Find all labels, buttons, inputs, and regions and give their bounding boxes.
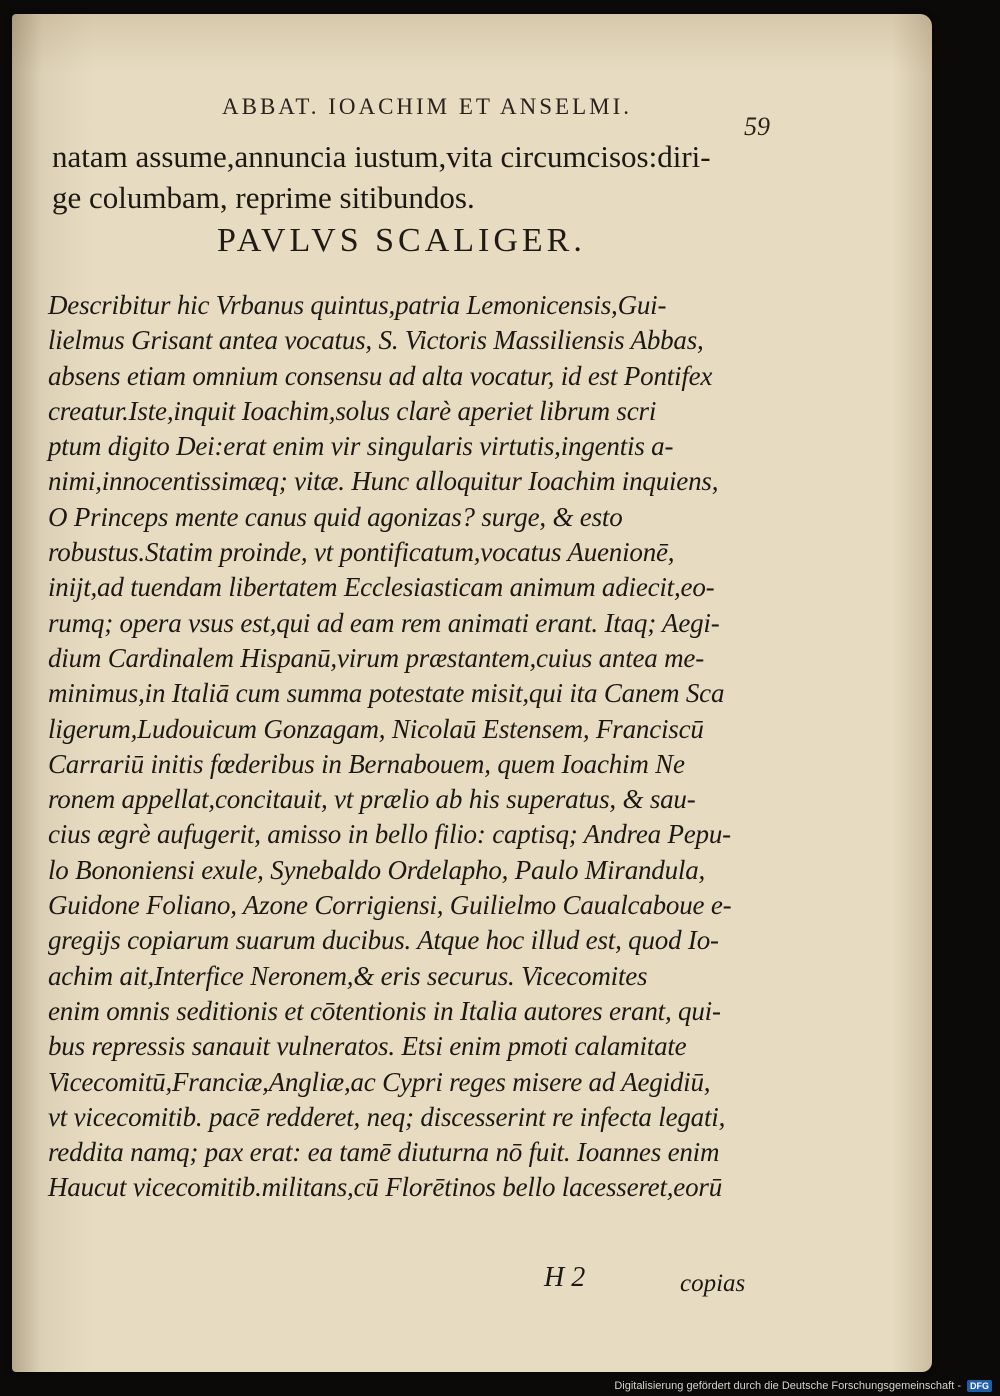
text-line: robustus.Statim proinde, vt pontificatum,vocatus Auenionē, <box>48 537 675 568</box>
text-line: rumq; opera vsus est,qui ad eam rem animati erant. Itaq; Aegi- <box>48 607 720 638</box>
text-line: O Princeps mente canus quid agonizas? surge, & esto <box>48 501 623 532</box>
body-paragraph <box>48 288 798 1206</box>
text-line: ge columbam, reprime sitibundos. <box>52 180 475 215</box>
folio-number: 59 <box>744 112 770 141</box>
dfg-logo: DFG <box>967 1380 992 1392</box>
text-line: achim ait,Interfice Neronem,& eris securus. Vicecomites <box>48 960 648 991</box>
text-line: enim omnis seditionis et cōtentionis in Italia autores erant, qui- <box>48 995 721 1026</box>
text-line: dium Cardinalem Hispanū,virum præstantem,cuius antea me- <box>48 642 705 673</box>
text-line: Describitur hic Vrbanus quintus,patria Lemonicensis,Gui- <box>48 290 667 320</box>
text-line: minimus,in Italiā cum summa potestate misit,qui ita Canem Sca <box>48 678 725 709</box>
text-line: lielmus Grisant antea vocatus, S. Victoris Massiliensis Abbas, <box>48 325 704 356</box>
text-line: ronem appellat,concitauit, vt prælio ab his superatus, & sau- <box>48 784 696 815</box>
text-line: vt vicecomitib. pacē redderet, neq; discesserint re infecta legati, <box>48 1101 726 1132</box>
text-line: lo Bononiensi exule, Synebaldo Ordelapho, Paulo Mirandula, <box>48 854 706 885</box>
running-head: ABBAT. IOACHIM ET ANSELMI. <box>222 94 633 119</box>
credit-text: Digitalisierung gefördert durch die Deutsche Forschungsgemeinschaft - <box>614 1380 961 1392</box>
text-line: Guidone Foliano, Azone Corrigiensi, Guilielmo Caualcaboue e- <box>48 890 732 921</box>
text-line: Haucut vicecomitib.militans,cū Florētinos bello lacesseret,eorū <box>48 1172 723 1203</box>
text-line: cius ægrè aufugerit, amisso in bello filio: captisq; Andrea Pepu- <box>48 819 731 850</box>
text-line: gregijs copiarum suarum ducibus. Atque hoc illud est, quod Io- <box>48 925 719 956</box>
text-line: Carrariū initis fœderibus in Bernabouem, quem Ioachim Ne <box>48 748 685 779</box>
text-line: nimi,innocentissimæq; vitæ. Hunc alloquitur Ioachim inquiens, <box>48 466 719 497</box>
text-line: ligerum,Ludouicum Gonzagam, Nicolaū Estensem, Franciscū <box>48 713 704 744</box>
digitization-credit <box>614 1380 992 1392</box>
book-page <box>12 14 932 1372</box>
text-line: reddita namq; pax erat: ea tamē diuturna nō fuit. Ioannes enim <box>48 1137 720 1168</box>
text-line: creatur.Iste,inquit Ioachim,solus clarè aperiet librum scri <box>48 395 657 426</box>
text-line: ptum digito Dei:erat enim vir singularis virtutis,ingentis a- <box>48 431 674 462</box>
section-heading: PAVLVS SCALIGER. <box>217 222 586 259</box>
text-line: absens etiam omnium consensu ad alta vocatur, id est Pontifex <box>48 360 713 391</box>
text-line: inijt,ad tuendam libertatem Ecclesiasticam animum adiecit,eo- <box>48 572 715 603</box>
text-line: Vicecomitū,Franciæ,Angliæ,ac Cypri reges misere ad Aegidiū, <box>48 1066 711 1097</box>
page-footer-marks <box>12 1262 932 1302</box>
intro-paragraph <box>52 136 792 218</box>
signature-mark: H 2 <box>544 1262 586 1293</box>
text-line: bus repressis sanauit vulneratos. Etsi enim pmoti calamitate <box>48 1031 687 1062</box>
catchword: copias <box>680 1270 746 1297</box>
text-line: natam assume,annuncia iustum,vita circumcisos:diri- <box>52 139 711 174</box>
